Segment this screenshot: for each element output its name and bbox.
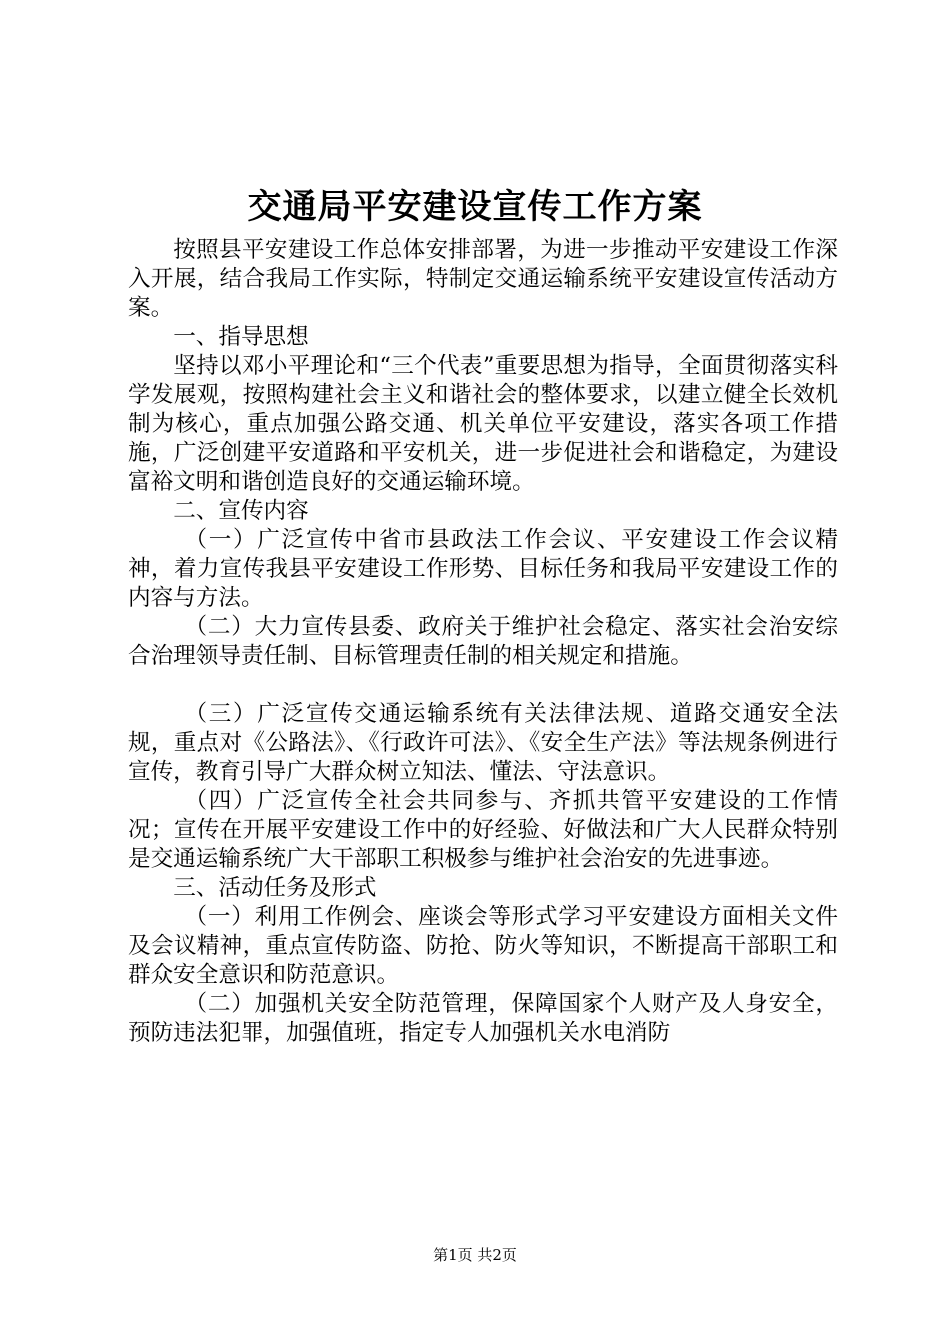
activity-item-1: （一）利用工作例会、座谈会等形式学习平安建设方面相关文件及会议精神，重点宣传防盗、防抢、防火等知识，不断提高干部职工和群众安全意识和防范意识。 — [128, 904, 838, 988]
section-heading-guiding-ideology: 一、指导思想 — [173, 324, 309, 350]
publicity-item-4: （四）广泛宣传全社会共同参与、齐抓共管平安建设的工作情况；宣传在开展平安建设工作中的好经验、好做法和广大人民群众特别是交通运输系统广大干部职工积极参与维护社会治安的先进事迹。 — [128, 788, 838, 872]
publicity-item-3: （三）广泛宣传交通运输系统有关法律法规、道路交通安全法规，重点对《公路法》、《行政许可法》、《安全生产法》等法规条例进行宣传，教育引导广大群众树立知法、懂法、守法意识。 — [128, 701, 838, 785]
section-paragraph-guiding-ideology: 坚持以邓小平理论和“三个代表”重要思想为指导，全面贯彻落实科学发展观，按照构建社会主义和谐社会的整体要求，以建立健全长效机制为核心，重点加强公路交通、机关单位平安建设，落实各项工作措施，广泛创建平安道路和平安机关，进一步促进社会和谐稳定，为建设富裕文明和谐创造良好的交通运输环境。 — [128, 353, 838, 495]
section-heading-activity-tasks: 三、活动任务及形式 — [173, 875, 377, 901]
intro-paragraph: 按照县平安建设工作总体安排部署，为进一步推动平安建设工作深入开展，结合我局工作实际，特制定交通运输系统平安建设宣传活动方案。 — [128, 237, 838, 321]
paragraph-gap — [128, 671, 838, 700]
publicity-item-2: （二）大力宣传县委、政府关于维护社会稳定、落实社会治安综合治理领导责任制、目标管理责任制的相关规定和措施。 — [128, 614, 838, 669]
document-title: 交通局平安建设宣传工作方案 — [247, 187, 703, 227]
publicity-item-1: （一）广泛宣传中省市县政法工作会议、平安建设工作会议精神，着力宣传我县平安建设工作形势、目标任务和我局平安建设工作的内容与方法。 — [128, 527, 838, 611]
page-number-footer: 第1页 共2页 — [433, 1246, 517, 1264]
document-body — [128, 236, 838, 1048]
section-heading-publicity-content: 二、宣传内容 — [173, 498, 309, 524]
activity-item-2: （二）加强机关安全防范管理，保障国家个人财产及人身安全，预防违法犯罪，加强值班，指定专人加强机关水电消防 — [128, 991, 838, 1046]
